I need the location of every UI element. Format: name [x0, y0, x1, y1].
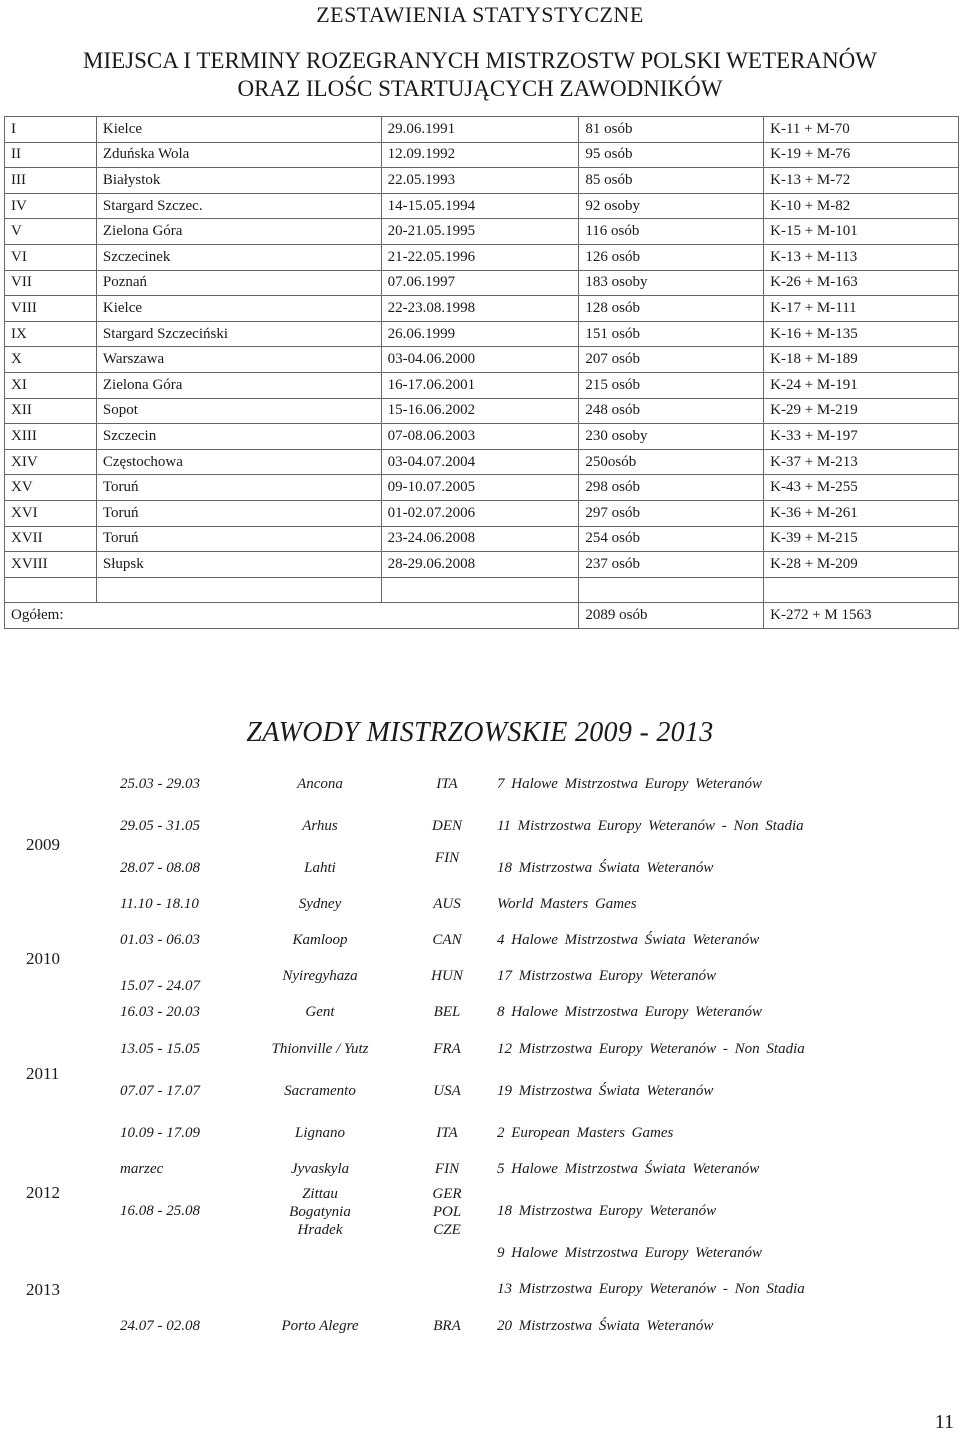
race-city: Stargard Szczeciński	[96, 321, 381, 347]
race-number: IV	[5, 193, 97, 219]
event-country: AUS	[433, 896, 461, 912]
championships-table-body	[5, 117, 959, 629]
race-gender-split: K-37 + M-213	[764, 449, 959, 475]
race-city: Szczecinek	[96, 244, 381, 270]
event-name: 18 Mistrzostwa Świata Weteranów	[497, 860, 714, 876]
race-number: X	[5, 347, 97, 373]
total-count: 2089 osób	[579, 602, 764, 628]
page-title: ZESTAWIENIA STATYSTYCZNE	[316, 2, 644, 27]
race-number: IX	[5, 321, 97, 347]
event-name: 8 Halowe Mistrzostwa Europy Weteranów	[497, 1004, 763, 1020]
event-country: CZE	[433, 1222, 461, 1238]
race-date: 15-16.06.2002	[381, 398, 579, 424]
race-gender-split: K-26 + M-163	[764, 270, 959, 296]
event-date: 01.03 - 06.03	[120, 932, 200, 948]
race-gender-split: K-28 + M-209	[764, 552, 959, 578]
year-label: 2010	[26, 949, 60, 968]
event-name: 19 Mistrzostwa Świata Weteranów	[497, 1083, 714, 1099]
race-participants: 183 osoby	[579, 270, 764, 296]
race-date: 12.09.1992	[381, 142, 579, 168]
event-country: ITA	[436, 1125, 458, 1141]
race-city: Sopot	[96, 398, 381, 424]
event-city-list	[230, 1185, 410, 1239]
race-participants: 116 osób	[579, 219, 764, 245]
event-name: 13 Mistrzostwa Europy Weteranów - Non Stadia	[497, 1281, 805, 1297]
event-country: FIN	[434, 1161, 460, 1177]
race-gender-split: K-36 + M-261	[764, 500, 959, 526]
event-date: marzec	[120, 1161, 164, 1177]
race-number: I	[5, 117, 97, 143]
total-split: K-272 + M 1563	[764, 602, 959, 628]
race-gender-split: K-13 + M-72	[764, 168, 959, 194]
table-row	[5, 347, 959, 373]
race-participants: 230 osoby	[579, 424, 764, 450]
race-number: V	[5, 219, 97, 245]
race-city: Warszawa	[96, 347, 381, 373]
race-number: VIII	[5, 296, 97, 322]
race-number: XVII	[5, 526, 97, 552]
table-total-row	[5, 602, 959, 628]
race-gender-split: K-15 + M-101	[764, 219, 959, 245]
event-date: 16.08 - 25.08	[120, 1203, 200, 1219]
event-date: 28.07 - 08.08	[120, 860, 200, 876]
race-number: XIV	[5, 449, 97, 475]
race-participants: 207 osób	[579, 347, 764, 373]
race-participants: 81 osób	[579, 117, 764, 143]
race-date: 01-02.07.2006	[381, 500, 579, 526]
event-country: CAN	[432, 932, 462, 948]
event-country: FRA	[433, 1041, 461, 1057]
event-name: World Masters Games	[497, 896, 637, 912]
table-row	[5, 244, 959, 270]
table-row	[5, 117, 959, 143]
race-number: XVI	[5, 500, 97, 526]
table-row	[5, 526, 959, 552]
year-label: 2009	[26, 835, 60, 854]
race-number: XII	[5, 398, 97, 424]
event-date: 15.07 - 24.07	[120, 978, 200, 994]
page-subtitle-line2: ORAZ ILOŚC STARTUJĄCYCH ZAWODNIKÓW	[237, 76, 723, 101]
race-gender-split: K-43 + M-255	[764, 475, 959, 501]
event-country: GER	[432, 1186, 462, 1202]
event-city: Zittau	[302, 1186, 338, 1202]
event-date: 29.05 - 31.05	[120, 818, 200, 834]
race-participants: 254 osób	[579, 526, 764, 552]
table-row	[5, 270, 959, 296]
race-date: 21-22.05.1996	[381, 244, 579, 270]
event-country: DEN	[432, 818, 462, 834]
race-city: Toruń	[96, 475, 381, 501]
event-date: 10.09 - 17.09	[120, 1125, 200, 1141]
event-date: 07.07 - 17.07	[120, 1083, 200, 1099]
table-spacer-row	[5, 577, 959, 602]
year-label: 2011	[26, 1064, 60, 1083]
table-row	[5, 168, 959, 194]
event-country: BEL	[433, 1004, 461, 1020]
race-city: Kielce	[96, 296, 381, 322]
race-date: 03-04.07.2004	[381, 449, 579, 475]
race-participants: 215 osób	[579, 372, 764, 398]
race-city: Częstochowa	[96, 449, 381, 475]
event-city: Thionville / Yutz	[271, 1041, 369, 1057]
race-city: Słupsk	[96, 552, 381, 578]
race-city: Kielce	[96, 117, 381, 143]
race-date: 29.06.1991	[381, 117, 579, 143]
race-participants: 85 osób	[579, 168, 764, 194]
table-row	[5, 372, 959, 398]
event-date: 24.07 - 02.08	[120, 1318, 200, 1334]
race-number: XI	[5, 372, 97, 398]
event-date: 11.10 - 18.10	[120, 896, 199, 912]
event-city: Nyiregyhaza	[282, 968, 358, 984]
event-name: 7 Halowe Mistrzostwa Europy Weteranów	[497, 776, 763, 792]
table-row	[5, 424, 959, 450]
race-number: III	[5, 168, 97, 194]
race-city: Poznań	[96, 270, 381, 296]
race-date: 26.06.1999	[381, 321, 579, 347]
event-city: Sydney	[298, 896, 342, 912]
race-city: Zielona Góra	[96, 372, 381, 398]
race-participants: 95 osób	[579, 142, 764, 168]
table-row	[5, 398, 959, 424]
event-city: Lignano	[294, 1125, 345, 1141]
year-label: 2012	[26, 1183, 60, 1202]
event-city: Hradek	[297, 1222, 343, 1238]
event-country: HUN	[431, 968, 463, 984]
table-row	[5, 449, 959, 475]
event-name: 2 European Masters Games	[497, 1125, 674, 1141]
event-country: BRA	[433, 1318, 461, 1334]
event-country: POL	[432, 1204, 462, 1220]
page-subtitle-line1: MIEJSCA I TERMINY ROZEGRANYCH MISTRZOSTW POLSKI WETERANÓW	[83, 48, 877, 73]
race-date: 22-23.08.1998	[381, 296, 579, 322]
race-participants: 248 osób	[579, 398, 764, 424]
event-country: USA	[433, 1083, 461, 1099]
race-number: II	[5, 142, 97, 168]
race-date: 22.05.1993	[381, 168, 579, 194]
race-gender-split: K-24 + M-191	[764, 372, 959, 398]
race-city: Toruń	[96, 500, 381, 526]
race-number: VI	[5, 244, 97, 270]
race-gender-split: K-39 + M-215	[764, 526, 959, 552]
table-row	[5, 475, 959, 501]
race-gender-split: K-13 + M-113	[764, 244, 959, 270]
page-number: 11	[934, 1411, 954, 1433]
event-name: 4 Halowe Mistrzostwa Świata Weteranów	[497, 932, 760, 948]
event-country-list	[408, 1185, 486, 1239]
race-gender-split: K-17 + M-111	[764, 296, 959, 322]
race-city: Białystok	[96, 168, 381, 194]
event-city: Gent	[305, 1004, 335, 1020]
event-name: 20 Mistrzostwa Świata Weteranów	[497, 1318, 714, 1334]
event-city: Arhus	[302, 818, 338, 834]
event-city: Sacramento	[284, 1083, 356, 1099]
table-row	[5, 321, 959, 347]
event-city: Bogatynia	[289, 1204, 351, 1220]
event-country: ITA	[436, 776, 458, 792]
event-date: 25.03 - 29.03	[120, 776, 200, 792]
race-participants: 297 osób	[579, 500, 764, 526]
championships-table	[4, 116, 959, 629]
event-name: 11 Mistrzostwa Europy Weteranów - Non Stadia	[497, 818, 804, 834]
race-participants: 126 osób	[579, 244, 764, 270]
race-gender-split: K-10 + M-82	[764, 193, 959, 219]
event-name: 18 Mistrzostwa Europy Weteranów	[497, 1203, 717, 1219]
race-number: XIII	[5, 424, 97, 450]
race-participants: 151 osób	[579, 321, 764, 347]
race-date: 20-21.05.1995	[381, 219, 579, 245]
event-name: 17 Mistrzostwa Europy Weteranów	[497, 968, 717, 984]
event-city: Lahti	[304, 860, 336, 876]
race-city: Zduńska Wola	[96, 142, 381, 168]
race-number: VII	[5, 270, 97, 296]
event-name: 12 Mistrzostwa Europy Weteranów - Non Stadia	[497, 1041, 805, 1057]
race-date: 14-15.05.1994	[381, 193, 579, 219]
race-date: 07-08.06.2003	[381, 424, 579, 450]
race-participants: 92 osoby	[579, 193, 764, 219]
table-row	[5, 219, 959, 245]
race-date: 09-10.07.2005	[381, 475, 579, 501]
race-city: Zielona Góra	[96, 219, 381, 245]
event-date: 16.03 - 20.03	[120, 1004, 200, 1020]
event-city: Porto Alegre	[281, 1318, 359, 1334]
table-row	[5, 296, 959, 322]
event-city: Jyvaskyla	[290, 1161, 350, 1177]
race-gender-split: K-18 + M-189	[764, 347, 959, 373]
table-row	[5, 500, 959, 526]
table-row	[5, 552, 959, 578]
table-row	[5, 142, 959, 168]
race-number: XV	[5, 475, 97, 501]
event-country: FIN	[434, 850, 460, 866]
race-participants: 237 osób	[579, 552, 764, 578]
race-date: 03-04.06.2000	[381, 347, 579, 373]
race-date: 28-29.06.2008	[381, 552, 579, 578]
race-city: Toruń	[96, 526, 381, 552]
section-title: ZAWODY MISTRZOWSKIE 2009 - 2013	[246, 717, 714, 748]
race-date: 07.06.1997	[381, 270, 579, 296]
race-gender-split: K-16 + M-135	[764, 321, 959, 347]
year-label: 2013	[26, 1280, 60, 1299]
race-gender-split: K-19 + M-76	[764, 142, 959, 168]
event-name: 5 Halowe Mistrzostwa Świata Weteranów	[497, 1161, 760, 1177]
event-name: 9 Halowe Mistrzostwa Europy Weteranów	[497, 1245, 763, 1261]
race-participants: 128 osób	[579, 296, 764, 322]
table-row	[5, 193, 959, 219]
race-number: XVIII	[5, 552, 97, 578]
race-city: Stargard Szczec.	[96, 193, 381, 219]
event-city: Ancona	[297, 776, 343, 792]
race-gender-split: K-29 + M-219	[764, 398, 959, 424]
race-participants: 250osób	[579, 449, 764, 475]
event-city: Kamloop	[292, 932, 348, 948]
race-date: 23-24.06.2008	[381, 526, 579, 552]
race-date: 16-17.06.2001	[381, 372, 579, 398]
total-label: Ogółem:	[5, 602, 579, 628]
race-gender-split: K-33 + M-197	[764, 424, 959, 450]
race-participants: 298 osób	[579, 475, 764, 501]
event-date: 13.05 - 15.05	[120, 1041, 200, 1057]
race-gender-split: K-11 + M-70	[764, 117, 959, 143]
race-city: Szczecin	[96, 424, 381, 450]
